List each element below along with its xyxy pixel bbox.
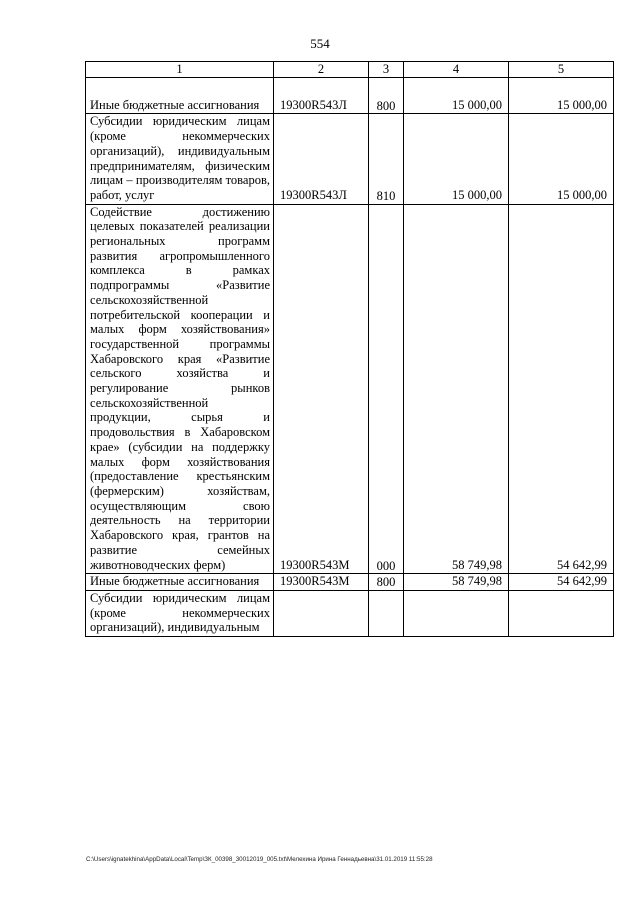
row-expense-type: 800 <box>369 574 404 591</box>
page-number: 554 <box>310 36 330 51</box>
column-header: 3 <box>369 62 404 78</box>
column-header: 2 <box>274 62 369 78</box>
column-header: 4 <box>404 62 509 78</box>
file-path-footer: C:\Users\ignatekhina\AppData\Local\Temp\ЗК_00398_30012019_005.txt\Мелехина Ирина Геннадьевна\31.01.2019 11:55:28 <box>86 856 433 863</box>
row-amount-col4: 58 749,98 <box>404 574 509 591</box>
row-amount-col5 <box>509 590 614 636</box>
row-description: Субсидии юридическим лицам (кроме некоммерческих организаций), индивидуальным предпринимателям, физическим лицам – производителям товаров, работ, услуг <box>86 114 274 204</box>
row-amount-col4 <box>404 590 509 636</box>
row-target-code <box>274 590 369 636</box>
table-row <box>86 574 614 591</box>
row-description: Иные бюджетные ассигнования <box>86 77 274 114</box>
row-amount-col4: 15 000,00 <box>404 77 509 114</box>
row-amount-col4: 15 000,00 <box>404 114 509 204</box>
row-target-code: 19300R543Л <box>274 77 369 114</box>
row-expense-type: 000 <box>369 204 404 574</box>
row-amount-col5: 15 000,00 <box>509 114 614 204</box>
row-amount-col5: 15 000,00 <box>509 77 614 114</box>
row-expense-type: 810 <box>369 114 404 204</box>
row-expense-type: 800 <box>369 77 404 114</box>
budget-table <box>85 61 614 637</box>
row-target-code: 19300R543М <box>274 204 369 574</box>
row-amount-col5: 54 642,99 <box>509 574 614 591</box>
table-row <box>86 204 614 574</box>
column-header: 1 <box>86 62 274 78</box>
row-description: Содействие достижению целевых показателей реализации региональных программ развития агропромышленного комплекса в рамках подпрограммы «Развитие сельскохозяйственной потребительской кооперации и малых форм хозяйствования» государственной программы Хабаровского края «Развитие сельского хозяйства и регулирование рынков сельскохозяйственной продукции, сырья и продовольствия в Хабаровском крае» (субсидии на поддержку малых форм хозяйствования (предоставление крестьянским (фермерским) хозяйствам, осуществляющим свою деятельность на территории Хабаровского края, грантов на развитие семейных животноводческих ферм) <box>86 204 274 574</box>
table-row <box>86 114 614 204</box>
table-row <box>86 77 614 114</box>
row-description: Иные бюджетные ассигнования <box>86 574 274 591</box>
column-header: 5 <box>509 62 614 78</box>
row-amount-col5: 54 642,99 <box>509 204 614 574</box>
row-target-code: 19300R543Л <box>274 114 369 204</box>
row-description: Субсидии юридическим лицам (кроме некоммерческих организаций), индивидуальным <box>86 590 274 636</box>
row-amount-col4: 58 749,98 <box>404 204 509 574</box>
table-header-row <box>86 62 614 78</box>
table-row <box>86 590 614 636</box>
row-target-code: 19300R543М <box>274 574 369 591</box>
row-expense-type <box>369 590 404 636</box>
